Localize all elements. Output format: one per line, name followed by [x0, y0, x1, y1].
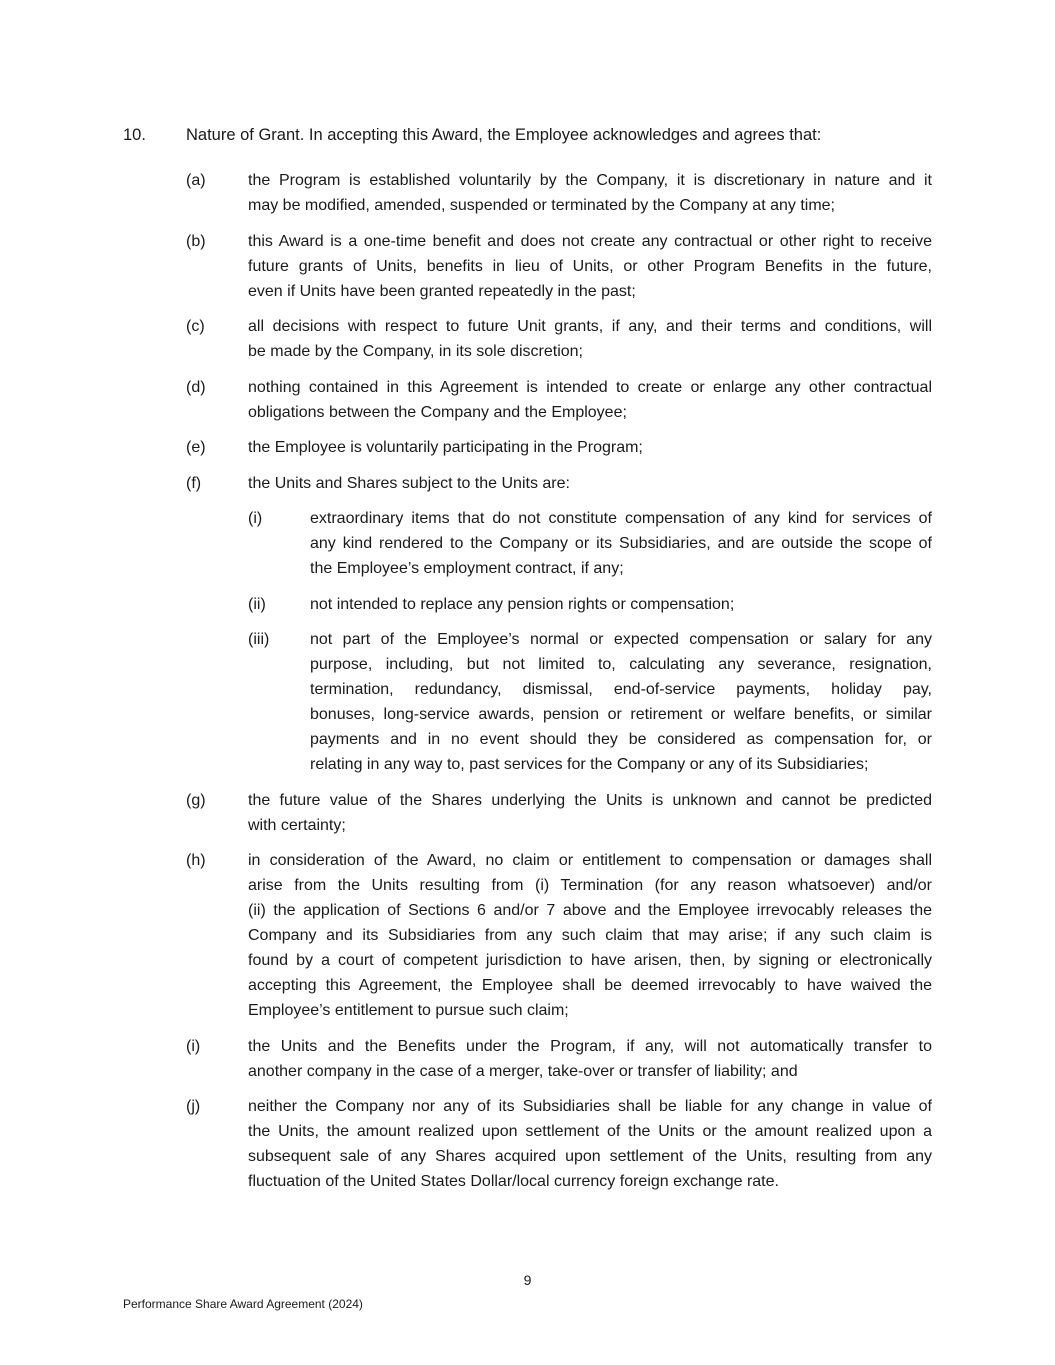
- clause-item-text: [248, 314, 932, 364]
- clause-item-label: (i): [186, 1037, 201, 1055]
- page-number: 9: [523, 1272, 532, 1288]
- text-line: another company in the case of a merger, take-over or transfer of liability; and: [248, 1062, 798, 1080]
- clause-item: [186, 435, 932, 460]
- subclause-item-label: (ii): [248, 595, 266, 613]
- text-line: Employee’s entitlement to pursue such claim;: [248, 1002, 569, 1019]
- section-number: 10.: [123, 126, 146, 144]
- text-line: may be modified, amended, suspended or terminated by the Company at any time;: [248, 197, 835, 214]
- text-line: be made by the Company, in its sole discretion;: [248, 343, 583, 360]
- clause-item-label: (f): [186, 474, 202, 492]
- document-footer: Performance Share Award Agreement (2024): [123, 1297, 363, 1311]
- clause-item-label: (e): [186, 439, 206, 456]
- section-heading-text: Nature of Grant. In accepting this Award, the Employee acknowledges and agrees that:: [186, 126, 822, 144]
- text-line: the Employee’s employment contract, if any;: [310, 560, 624, 577]
- text-line: future grants of Units, benefits in lieu of Units, or other Program Benefits in the future,: [248, 257, 932, 275]
- clause-item-text: [248, 375, 932, 425]
- text-line: not part of the Employee’s normal or expected compensation or salary for any: [310, 631, 932, 648]
- text-line: all decisions with respect to future Unit grants, if any, and their terms and conditions, will: [248, 318, 932, 335]
- clause-item-text: [248, 168, 932, 218]
- subclause-item: [248, 506, 932, 581]
- clause-item: [186, 848, 932, 1023]
- clause-item: [186, 471, 932, 778]
- text-line: accepting this Agreement, the Employee shall be deemed irrevocably to have waived the: [248, 977, 932, 994]
- clause-item-text: [248, 229, 932, 304]
- clause-item: [186, 1094, 932, 1194]
- text-line: the Program is established voluntarily by the Company, it is discretionary in nature and it: [248, 172, 932, 189]
- text-line: purpose, including, but not limited to, calculating any severance, resignation,: [310, 656, 932, 673]
- subclause-item-text: [310, 627, 932, 777]
- text-line: the future value of the Shares underlying the Units is unknown and cannot be predicted: [248, 791, 932, 809]
- text-line: this Award is a one-time benefit and does not create any contractual or other right to receive: [248, 232, 932, 250]
- text-line: the Employee is voluntarily participating in the Program;: [248, 439, 643, 456]
- text-line: fluctuation of the United States Dollar/local currency foreign exchange rate.: [248, 1173, 779, 1190]
- clause-item-text: [248, 471, 932, 778]
- text-line: in consideration of the Award, no claim or entitlement to compensation or damages shall: [248, 852, 932, 869]
- clause-item: [186, 314, 932, 364]
- subclause-item-text: [310, 592, 932, 617]
- text-line: obligations between the Company and the Employee;: [248, 403, 627, 421]
- text-line: the Units and Shares subject to the Units are:: [248, 474, 570, 492]
- text-line: not intended to replace any pension rights or compensation;: [310, 595, 735, 613]
- clause-item-text: [248, 848, 932, 1023]
- clause-item-text: [248, 788, 932, 838]
- text-line: the Units and the Benefits under the Program, if any, will not automatically transfer to: [248, 1037, 932, 1055]
- subclause-item-label: (i): [248, 510, 263, 527]
- subclause-list: [248, 506, 932, 777]
- clause-item-text: [248, 435, 932, 460]
- text-line: with certainty;: [248, 816, 346, 834]
- clause-item-label: (g): [186, 791, 206, 809]
- clause-list: [186, 168, 932, 1205]
- clause-item-text: [248, 1034, 932, 1084]
- text-line: nothing contained in this Agreement is intended to create or enlarge any other contractual: [248, 378, 932, 396]
- text-line: extraordinary items that do not constitute compensation of any kind for services of: [310, 510, 932, 527]
- clause-item-label: (j): [186, 1098, 201, 1115]
- text-line: payments and in no event should they be considered as compensation for, or: [310, 731, 932, 748]
- text-line: bonuses, long-service awards, pension or retirement or welfare benefits, or similar: [310, 706, 932, 723]
- clause-item-text: [248, 1094, 932, 1194]
- text-line: Company and its Subsidiaries from any such claim that may arise; if any such claim is: [248, 927, 932, 944]
- clause-item-label: (b): [186, 232, 206, 250]
- text-line: relating in any way to, past services for the Company or any of its Subsidiaries;: [310, 756, 869, 773]
- clause-item: [186, 1034, 932, 1084]
- subclause-item-text: [310, 506, 932, 581]
- clause-item: [186, 229, 932, 304]
- clause-item-label: (a): [186, 172, 206, 189]
- clause-item-label: (d): [186, 378, 206, 396]
- text-line: even if Units have been granted repeatedly in the past;: [248, 282, 636, 300]
- text-line: the Units, the amount realized upon settlement of the Units or the amount realized upon a: [248, 1123, 932, 1140]
- clause-item: [186, 375, 932, 425]
- clause-item: [186, 788, 932, 838]
- subclause-item-label: (iii): [248, 631, 270, 648]
- text-line: termination, redundancy, dismissal, end-of-service payments, holiday pay,: [310, 681, 932, 698]
- clause-item-label: (c): [186, 318, 205, 335]
- text-line: (ii) the application of Sections 6 and/or 7 above and the Employee irrevocably releases the: [248, 902, 932, 919]
- text-line: subsequent sale of any Shares acquired upon settlement of the Units, resulting from any: [248, 1148, 932, 1165]
- subclause-item: [248, 592, 932, 617]
- text-line: arise from the Units resulting from (i) Termination (for any reason whatsoever) and/or: [248, 877, 932, 894]
- clause-item: [186, 168, 932, 218]
- subclause-item: [248, 627, 932, 777]
- text-line: any kind rendered to the Company or its Subsidiaries, and are outside the scope of: [310, 535, 932, 552]
- text-line: neither the Company nor any of its Subsidiaries shall be liable for any change in value of: [248, 1098, 932, 1115]
- text-line: found by a court of competent jurisdiction to have arisen, then, by signing or electronically: [248, 952, 932, 969]
- clause-item-label: (h): [186, 852, 206, 869]
